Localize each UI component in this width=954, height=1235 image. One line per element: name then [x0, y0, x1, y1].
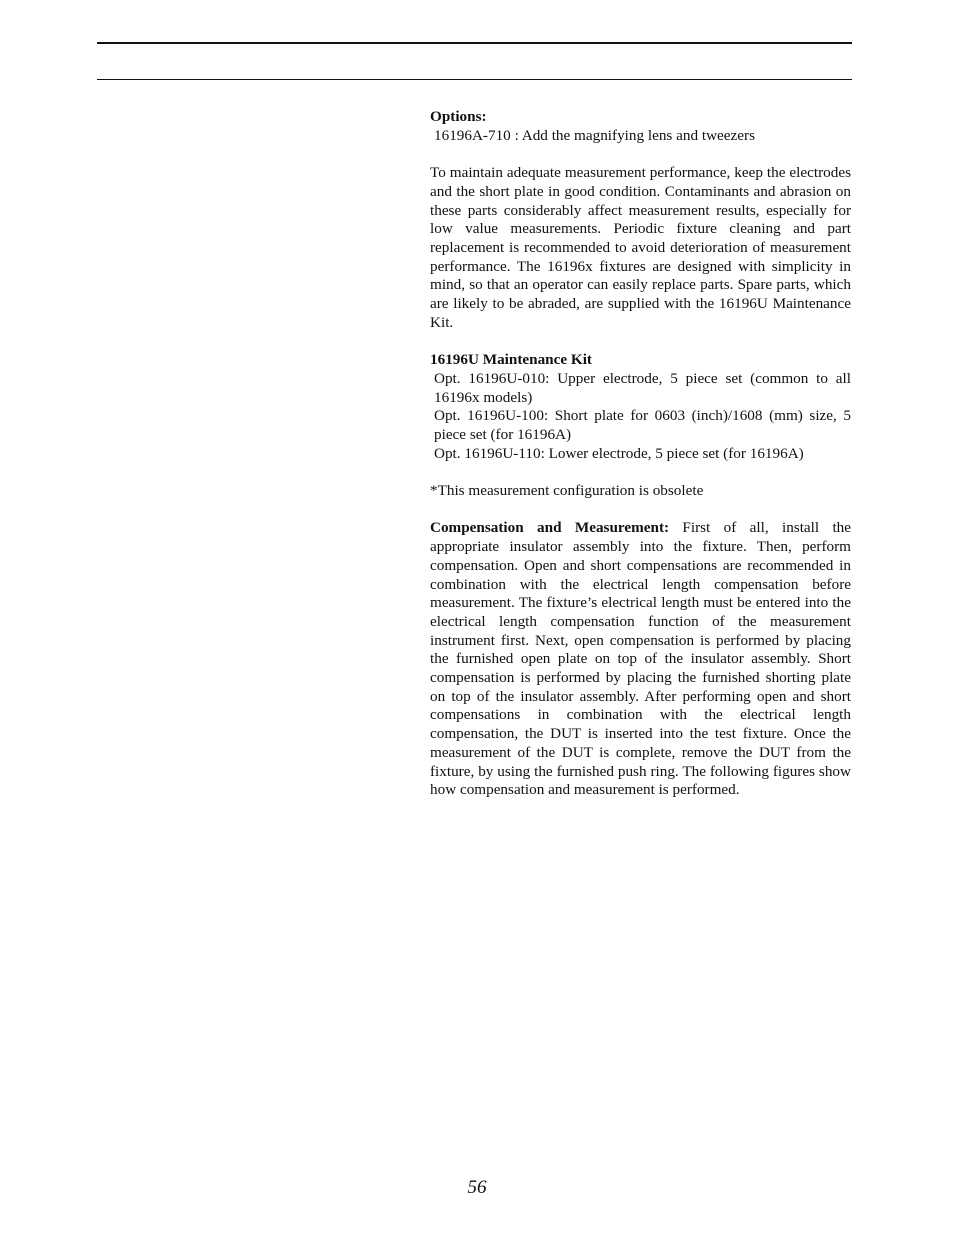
- compensation-paragraph: [430, 519, 851, 800]
- options-item: 16196A-710 : Add the magnifying lens and tweezers: [434, 126, 755, 144]
- maintenance-kit-heading: 16196U Maintenance Kit: [430, 351, 592, 369]
- options-section: [430, 108, 851, 145]
- header-rule-bottom: [97, 79, 852, 80]
- maintenance-kit-item: Opt. 16196U-010: Upper electrode, 5 piece set (common to all 16196x models): [434, 369, 851, 406]
- options-heading: Options:: [430, 108, 487, 125]
- compensation-heading: Compensation and Measurement:: [430, 519, 670, 537]
- maintenance-kit-section: [430, 351, 851, 463]
- maintenance-kit-item: Opt. 16196U-100: Short plate for 0603 (inch)/1608 (mm) size, 5 piece set (for 16196A): [434, 407, 851, 443]
- text-column: [430, 108, 851, 819]
- maintenance-intro-paragraph: To maintain adequate measurement performance, keep the electrodes and the short plate in good condition. Contaminants and abrasion on these parts considerably affect measurement results, especially for low value measurements. Periodic fixture cleaning and part replacement is recommended to avoid deterioration of measurement performance. The 16196x fixtures are designed with simplicity in mind, so that an operator can easily replace parts. Spare parts, which are likely to be abraded, are supplied with the 16196U Maintenance Kit.: [430, 164, 851, 331]
- header-rule-top: [97, 42, 852, 44]
- page-number: 56: [467, 1177, 487, 1198]
- maintenance-kit-item: Opt. 16196U-110: Lower electrode, 5 piece set (for 16196A): [434, 444, 804, 462]
- obsolete-note: *This measurement configuration is obsolete: [430, 482, 704, 500]
- compensation-body: First of all, install the appropriate insulator assembly into the fixture. Then, perform compensation. Open and short compensations are recommended in combination with the electrical length compensation before measurement. The fixture’s electrical length must be entered into the electrical length compensation function of the measurement instrument first. Next, open compensation is performed by placing the furnished open plate on top of the insulator assembly. Short compensation is performed by placing the furnished shorting plate on top of the insulator assembly. After performing open and short compensations in combination with the electrical length compensation, the DUT is inserted into the test fixture. Once the measurement of the DUT is complete, remove the DUT from the fixture, by using the furnished push ring. The following figures show how compensation and measurement is performed.: [430, 519, 852, 799]
